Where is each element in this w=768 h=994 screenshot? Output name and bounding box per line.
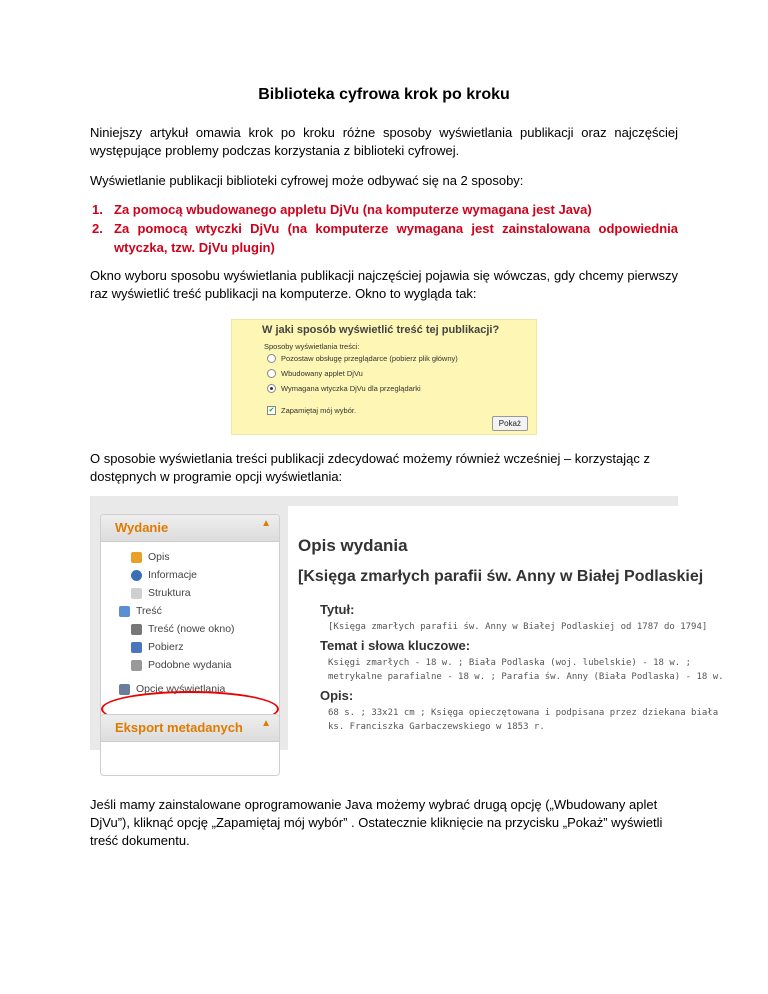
edition-panel bbox=[100, 514, 280, 746]
radio-icon[interactable] bbox=[267, 354, 276, 363]
opis-value: 68 s. ; 33x21 cm ; Księga opieczętowana i podpisana przez dziekana biała bbox=[328, 708, 719, 718]
document-title: Biblioteka cyfrowa krok po kroku bbox=[258, 86, 510, 103]
collapse-arrow-icon[interactable]: ▲ bbox=[261, 518, 271, 529]
download-icon bbox=[131, 642, 142, 653]
panel-title: Wydanie bbox=[115, 520, 169, 535]
nav-item-struktura[interactable]: Struktura bbox=[131, 587, 191, 599]
methods-list bbox=[92, 200, 678, 257]
dialog-subtitle: Sposoby wyświetlania treści: bbox=[264, 342, 360, 351]
structure-icon bbox=[131, 588, 142, 599]
metadata-export-panel bbox=[100, 714, 280, 776]
radio-selected-icon[interactable] bbox=[267, 384, 276, 393]
new-window-icon bbox=[131, 624, 142, 635]
display-mode-dialog bbox=[231, 319, 537, 435]
checkmark-icon[interactable]: ✔ bbox=[268, 407, 275, 414]
intro-paragraph: Niniejszy artykuł omawia krok po kroku różne sposoby wyświetlania publikacji oraz najczęściej występujące problemy podczas korzystania z biblioteki cyfrowej. bbox=[90, 125, 678, 158]
opis-value: ks. Franciszka Garbaczewskiego w 1853 r. bbox=[328, 722, 545, 732]
remember-checkbox[interactable]: ✔ Zapamiętaj mój wybór. bbox=[268, 406, 357, 415]
tytul-label: Tytuł: bbox=[320, 602, 355, 617]
copies-icon bbox=[131, 660, 142, 671]
nav-item-tresc[interactable]: Treść bbox=[119, 605, 162, 617]
show-button[interactable]: Pokaż bbox=[492, 416, 528, 431]
library-screenshot bbox=[90, 496, 724, 750]
option-browser[interactable]: Pozostaw obsługę przeglądarce (pobierz plik główny) bbox=[267, 354, 458, 363]
nav-item-pobierz[interactable]: Pobierz bbox=[131, 641, 184, 653]
nav-item-opcje[interactable]: Opcje wyświetlania bbox=[119, 683, 225, 695]
main-title: Opis wydania bbox=[298, 536, 408, 555]
collapse-arrow-icon[interactable]: ▲ bbox=[261, 718, 271, 729]
dialog-intro-paragraph: Okno wyboru sposobu wyświetlania publikacji najczęściej pojawia się wówczas, gdy chcemy pierwszy raz wyświetlić treść publikacji na komputerze. Okno to wygląda tak: bbox=[90, 268, 678, 301]
closing-paragraph: Jeśli mamy zainstalowane oprogramowanie Java możemy wybrać drugą opcję („Wbudowany aplet DjVu”), kliknąć opcję „Zapamiętaj mój wybór” . Ostatecznie kliknięcie na przycisku „Pokaż” wyświetli treść dokumentu. bbox=[90, 797, 663, 848]
record-title: [Księga zmarłych parafii św. Anny w Białej Podlaskiej bbox=[298, 568, 704, 585]
envelope-icon bbox=[131, 552, 142, 563]
info-icon bbox=[131, 570, 142, 581]
options-paragraph: O sposobie wyświetlania treści publikacji zdecydować możemy również wcześniej – korzystając z dostępnych w programie opcji wyświetlania: bbox=[90, 451, 650, 484]
temat-value: Księgi zmarłych - 18 w. ; Biała Podlaska (woj. lubelskie) - 18 w. ; bbox=[328, 658, 692, 668]
record-main bbox=[288, 506, 724, 766]
nav-item-informacje[interactable]: Informacje bbox=[131, 569, 197, 581]
nav-item-opis[interactable]: Opis bbox=[131, 551, 170, 563]
temat-value: metrykalne parafialne - 18 w. ; Parafia św. Anny (Biała Podlaska) - 18 w. bbox=[328, 672, 724, 682]
methods-paragraph: Wyświetlanie publikacji biblioteki cyfrowej może odbywać się na 2 sposoby: bbox=[90, 173, 524, 188]
dialog-title: W jaki sposób wyświetlić treść tej publikacji? bbox=[262, 324, 500, 336]
list-item: 2. Za pomocą wtyczki DjVu (na komputerze wymagana jest zainstalowana odpowiednia wtyczka, tzw. DjVu plugin) bbox=[92, 221, 678, 255]
list-item: 1. Za pomocą wbudowanego appletu DjVu (na komputerze wymagana jest Java) bbox=[92, 202, 592, 217]
panel-title: Eksport metadanych bbox=[115, 720, 243, 735]
nav-item-podobne[interactable]: Podobne wydania bbox=[131, 659, 231, 671]
radio-icon[interactable] bbox=[267, 369, 276, 378]
display-options-icon bbox=[119, 684, 130, 695]
temat-label: Temat i słowa kluczowe: bbox=[320, 638, 471, 653]
option-plugin[interactable]: Wymagana wtyczka DjVu dla przeglądarki bbox=[267, 384, 421, 393]
nav-item-tresc-new-window[interactable]: Treść (nowe okno) bbox=[131, 623, 235, 635]
book-icon bbox=[119, 606, 130, 617]
opis-label: Opis: bbox=[320, 688, 354, 703]
option-applet[interactable]: Wbudowany applet DjVu bbox=[267, 369, 363, 378]
tytul-value: [Księga zmarłych parafii św. Anny w Białej Podlaskiej od 1787 do 1794] bbox=[328, 622, 708, 632]
